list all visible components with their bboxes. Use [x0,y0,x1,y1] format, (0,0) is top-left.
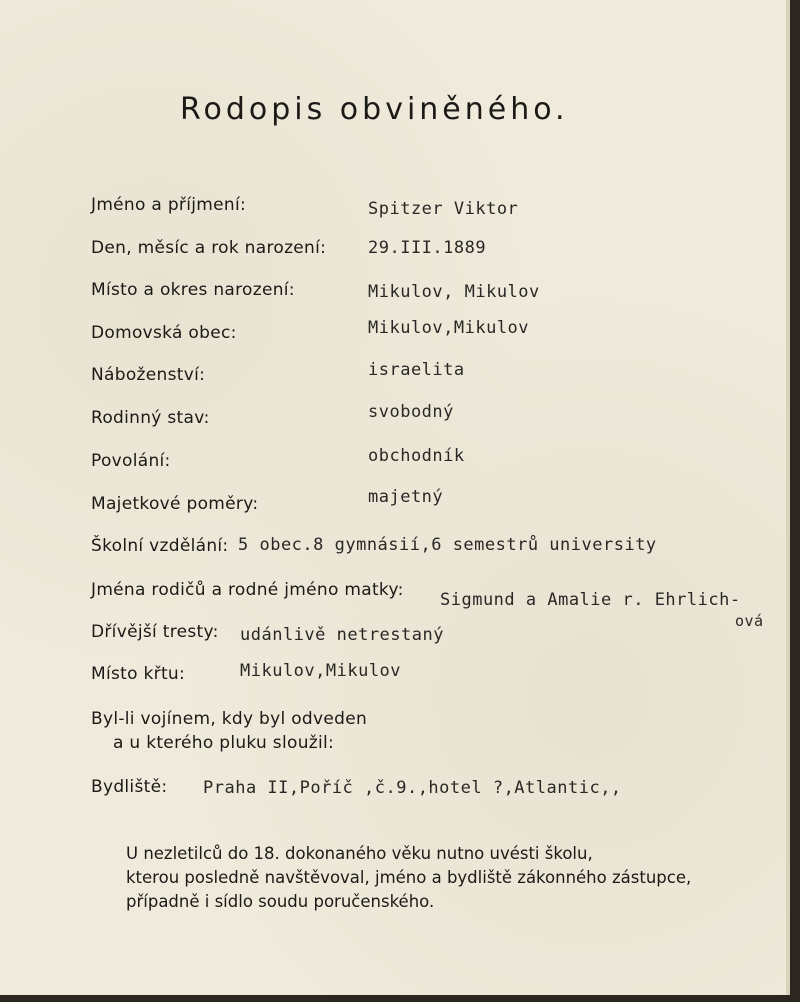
residence-label: Bydliště: [91,777,168,797]
instructions-note [126,842,726,914]
home-municipality-value: Mikulov,Mikulov [368,318,530,338]
name-label: Jméno a příjmení: [91,195,247,215]
parents-value: Sigmund a Amalie r. Ehrlich- [440,590,741,610]
prior-convictions-label: Dřívější tresty: [91,622,219,642]
property-label: Majetkové poměry: [91,494,259,514]
name-value: Spitzer Viktor [368,199,519,219]
residence-value: Praha II,Poříč ,č.9.,hotel ?,Atlantic,, [203,778,622,798]
note-line-3: případně i sídlo soudu poručenského. [126,892,435,911]
prior-convictions-value: udánlivě netrestaný [240,625,444,645]
baptism-place-value: Mikulov,Mikulov [240,661,402,681]
education-value: 5 obec.8 gymnásií,6 semestrů university [238,535,657,555]
birth-place-value: Mikulov, Mikulov [368,282,540,302]
education-label: Školní vzdělání: [91,536,229,556]
marital-status-value: svobodný [368,402,454,422]
marital-status-label: Rodinný stav: [91,408,210,428]
birth-date-value: 29.III.1889 [368,238,487,258]
military-label-line2: a u kterého pluku sloužil: [113,733,335,753]
property-value: majetný [368,487,444,507]
military-label-line1: Byl-li vojínem, kdy byl odveden [91,709,368,729]
occupation-value: obchodník [368,446,465,466]
parents-label: Jména rodičů a rodné jméno matky: [91,580,404,600]
note-line-1: U nezletilců do 18. dokonaného věku nutno uvésti školu, [126,844,593,863]
occupation-label: Povolání: [91,451,171,471]
religion-label: Náboženství: [91,365,206,385]
birth-place-label: Místo a okres narození: [91,280,295,300]
page-title: Rodopis obviněného. [180,92,569,127]
note-line-2: kterou posledně navštěvoval, jméno a bydliště zákonného zástupce, [126,868,692,887]
home-municipality-label: Domovská obec: [91,323,237,343]
birth-date-label: Den, měsíc a rok narození: [91,238,327,258]
parents-value-continued: ová [735,612,764,630]
baptism-place-label: Místo křtu: [91,664,186,684]
religion-value: israelita [368,360,465,380]
